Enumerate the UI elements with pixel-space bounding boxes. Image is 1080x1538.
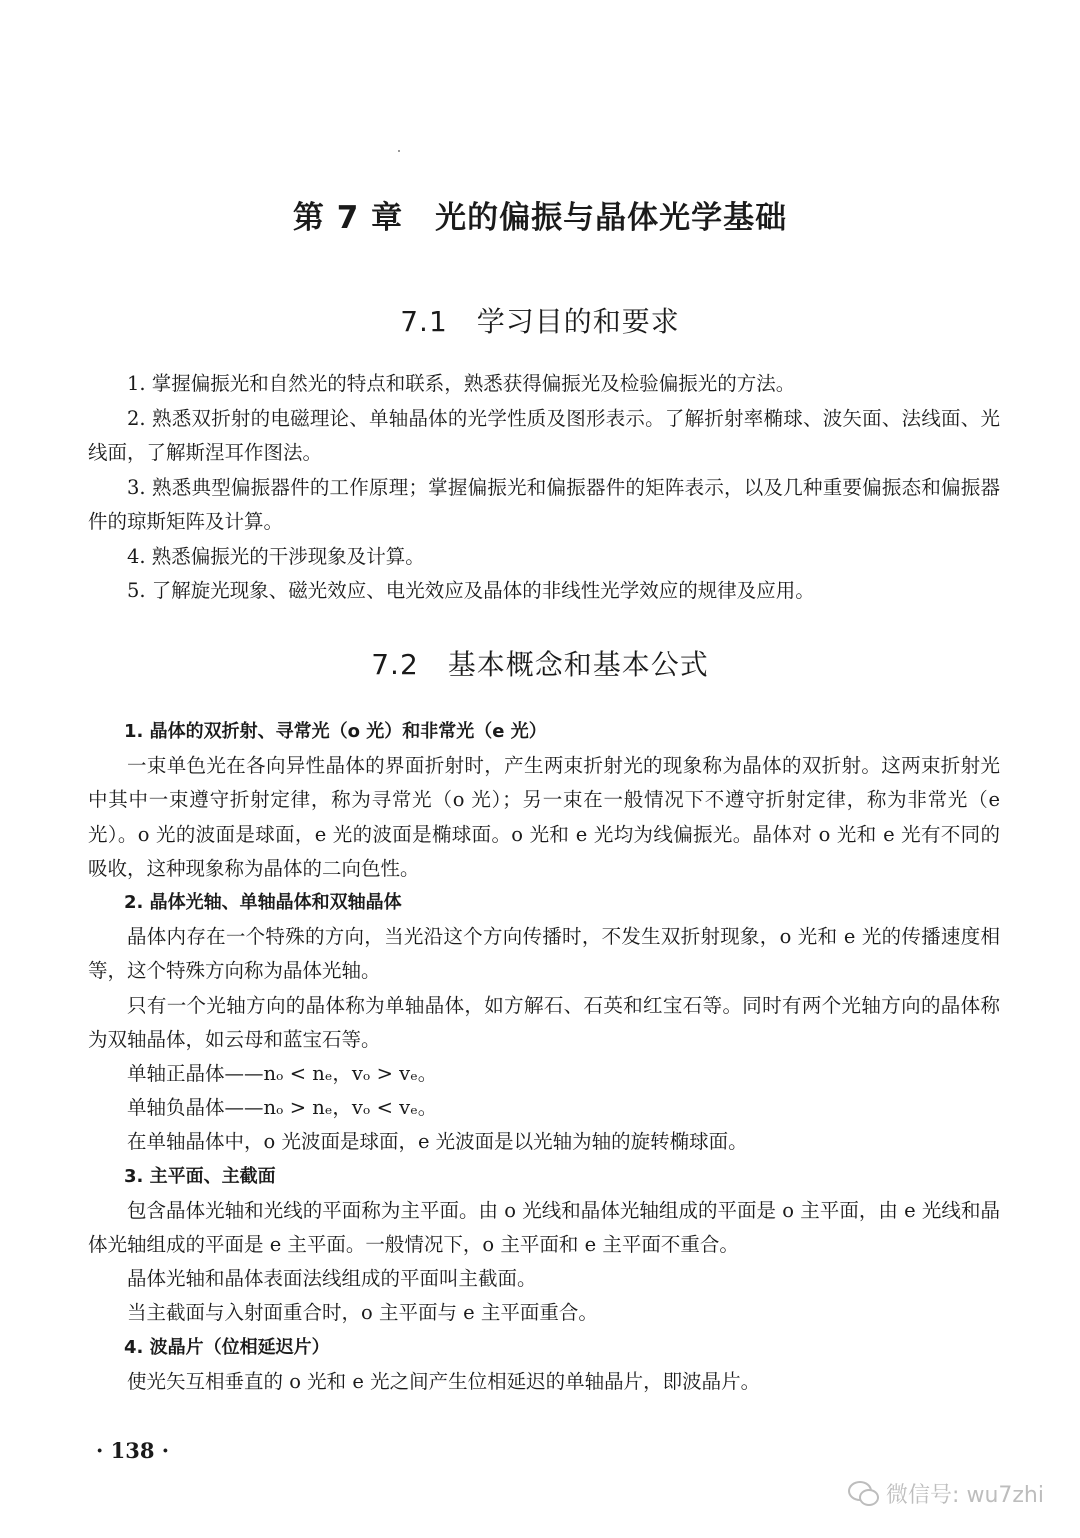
topic-heading-wave-plate: 4. 波晶片（位相延迟片） (124, 1336, 330, 1358)
page-number: · 138 · (96, 1438, 170, 1463)
paragraph: 当主截面与入射面重合时，o 主平面与 e 主平面重合。 (127, 1301, 598, 1325)
goal-item: 5. 了解旋光现象、磁光效应、电光效应及晶体的非线性光学效应的规律及应用。 (127, 579, 815, 602)
topic-heading-optic-axis: 2. 晶体光轴、单轴晶体和双轴晶体 (124, 892, 402, 914)
equation-positive-crystal: 单轴正晶体——nₒ < nₑ，vₒ > vₑ。 (127, 1062, 438, 1086)
wechat-icon (848, 1481, 878, 1507)
topic-heading-birefringence: 1. 晶体的双折射、寻常光（o 光）和非常光（e 光） (124, 721, 547, 742)
goal-item: 4. 熟悉偏振光的干涉现象及计算。 (127, 544, 425, 568)
topic-heading-principal-plane: 3. 主平面、主截面 (124, 1165, 276, 1187)
concepts-content (88, 715, 1000, 1399)
goal-item: 1. 掌握偏振光和自然光的特点和联系，熟悉获得偏振光及检验偏振光的方法。 (127, 372, 796, 395)
paragraph: 晶体内存在一个特殊的方向，当光沿这个方向传播时，不发生双折射现象，o 光和 e 光的传播速度相等，这个特殊方向称为晶体光轴。 (88, 925, 1000, 983)
chapter-title: 第 7 章 光的偏振与晶体光学基础 (292, 200, 788, 236)
paragraph: 包含晶体光轴和光线的平面称为主平面。由 o 光线和晶体光轴组成的平面是 o 主平面，由 e 光线和晶体光轴组成的平面是 e 主平面。一般情况下，o 主平面和 e 主平面不重合。 (88, 1198, 1000, 1257)
paragraph: 一束单色光在各向异性晶体的界面折射时，产生两束折射光的现象称为晶体的双折射。这两束折射光中其中一束遵守折射定律，称为寻常光（o 光）；另一束在一般情况下不遵守折射定律，称为非常光（e 光）。o 光的波面是球面，e 光的波面是椭球面。o 光和 e 光均为线偏振光。晶体对 o 光和 e 光有不同的吸收，这种现象称为晶体的二向色性。 (88, 754, 1000, 880)
scan-speck (398, 150, 400, 152)
wechat-watermark (848, 1478, 1044, 1509)
watermark-text: 微信号: wu7zhi (886, 1483, 1044, 1508)
section-title-7-1: 7.1 学习目的和要求 (400, 305, 680, 338)
learning-goals-list (88, 367, 1000, 609)
section-title-7-2: 7.2 基本概念和基本公式 (371, 648, 709, 681)
paragraph: 晶体光轴和晶体表面法线组成的平面叫主截面。 (127, 1267, 537, 1291)
paragraph: 在单轴晶体中，o 光波面是球面，e 光波面是以光轴为轴的旋转椭球面。 (127, 1130, 748, 1154)
goal-item: 2. 熟悉双折射的电磁理论、单轴晶体的光学性质及图形表示。了解折射率椭球、波矢面、法线面、光线面，了解斯涅耳作图法。 (88, 406, 1000, 464)
paragraph: 只有一个光轴方向的晶体称为单轴晶体，如方解石、石英和红宝石等。同时有两个光轴方向的晶体称为双轴晶体，如云母和蓝宝石等。 (88, 993, 1000, 1051)
equation-negative-crystal: 单轴负晶体——nₒ > nₑ，vₒ < vₑ。 (127, 1096, 438, 1120)
paragraph: 使光矢互相垂直的 o 光和 e 光之间产生位相延迟的单轴晶片，即波晶片。 (127, 1369, 761, 1393)
goal-item: 3. 熟悉典型偏振器件的工作原理；掌握偏振光和偏振器件的矩阵表示，以及几种重要偏振态和偏振器件的琼斯矩阵及计算。 (88, 475, 1000, 533)
